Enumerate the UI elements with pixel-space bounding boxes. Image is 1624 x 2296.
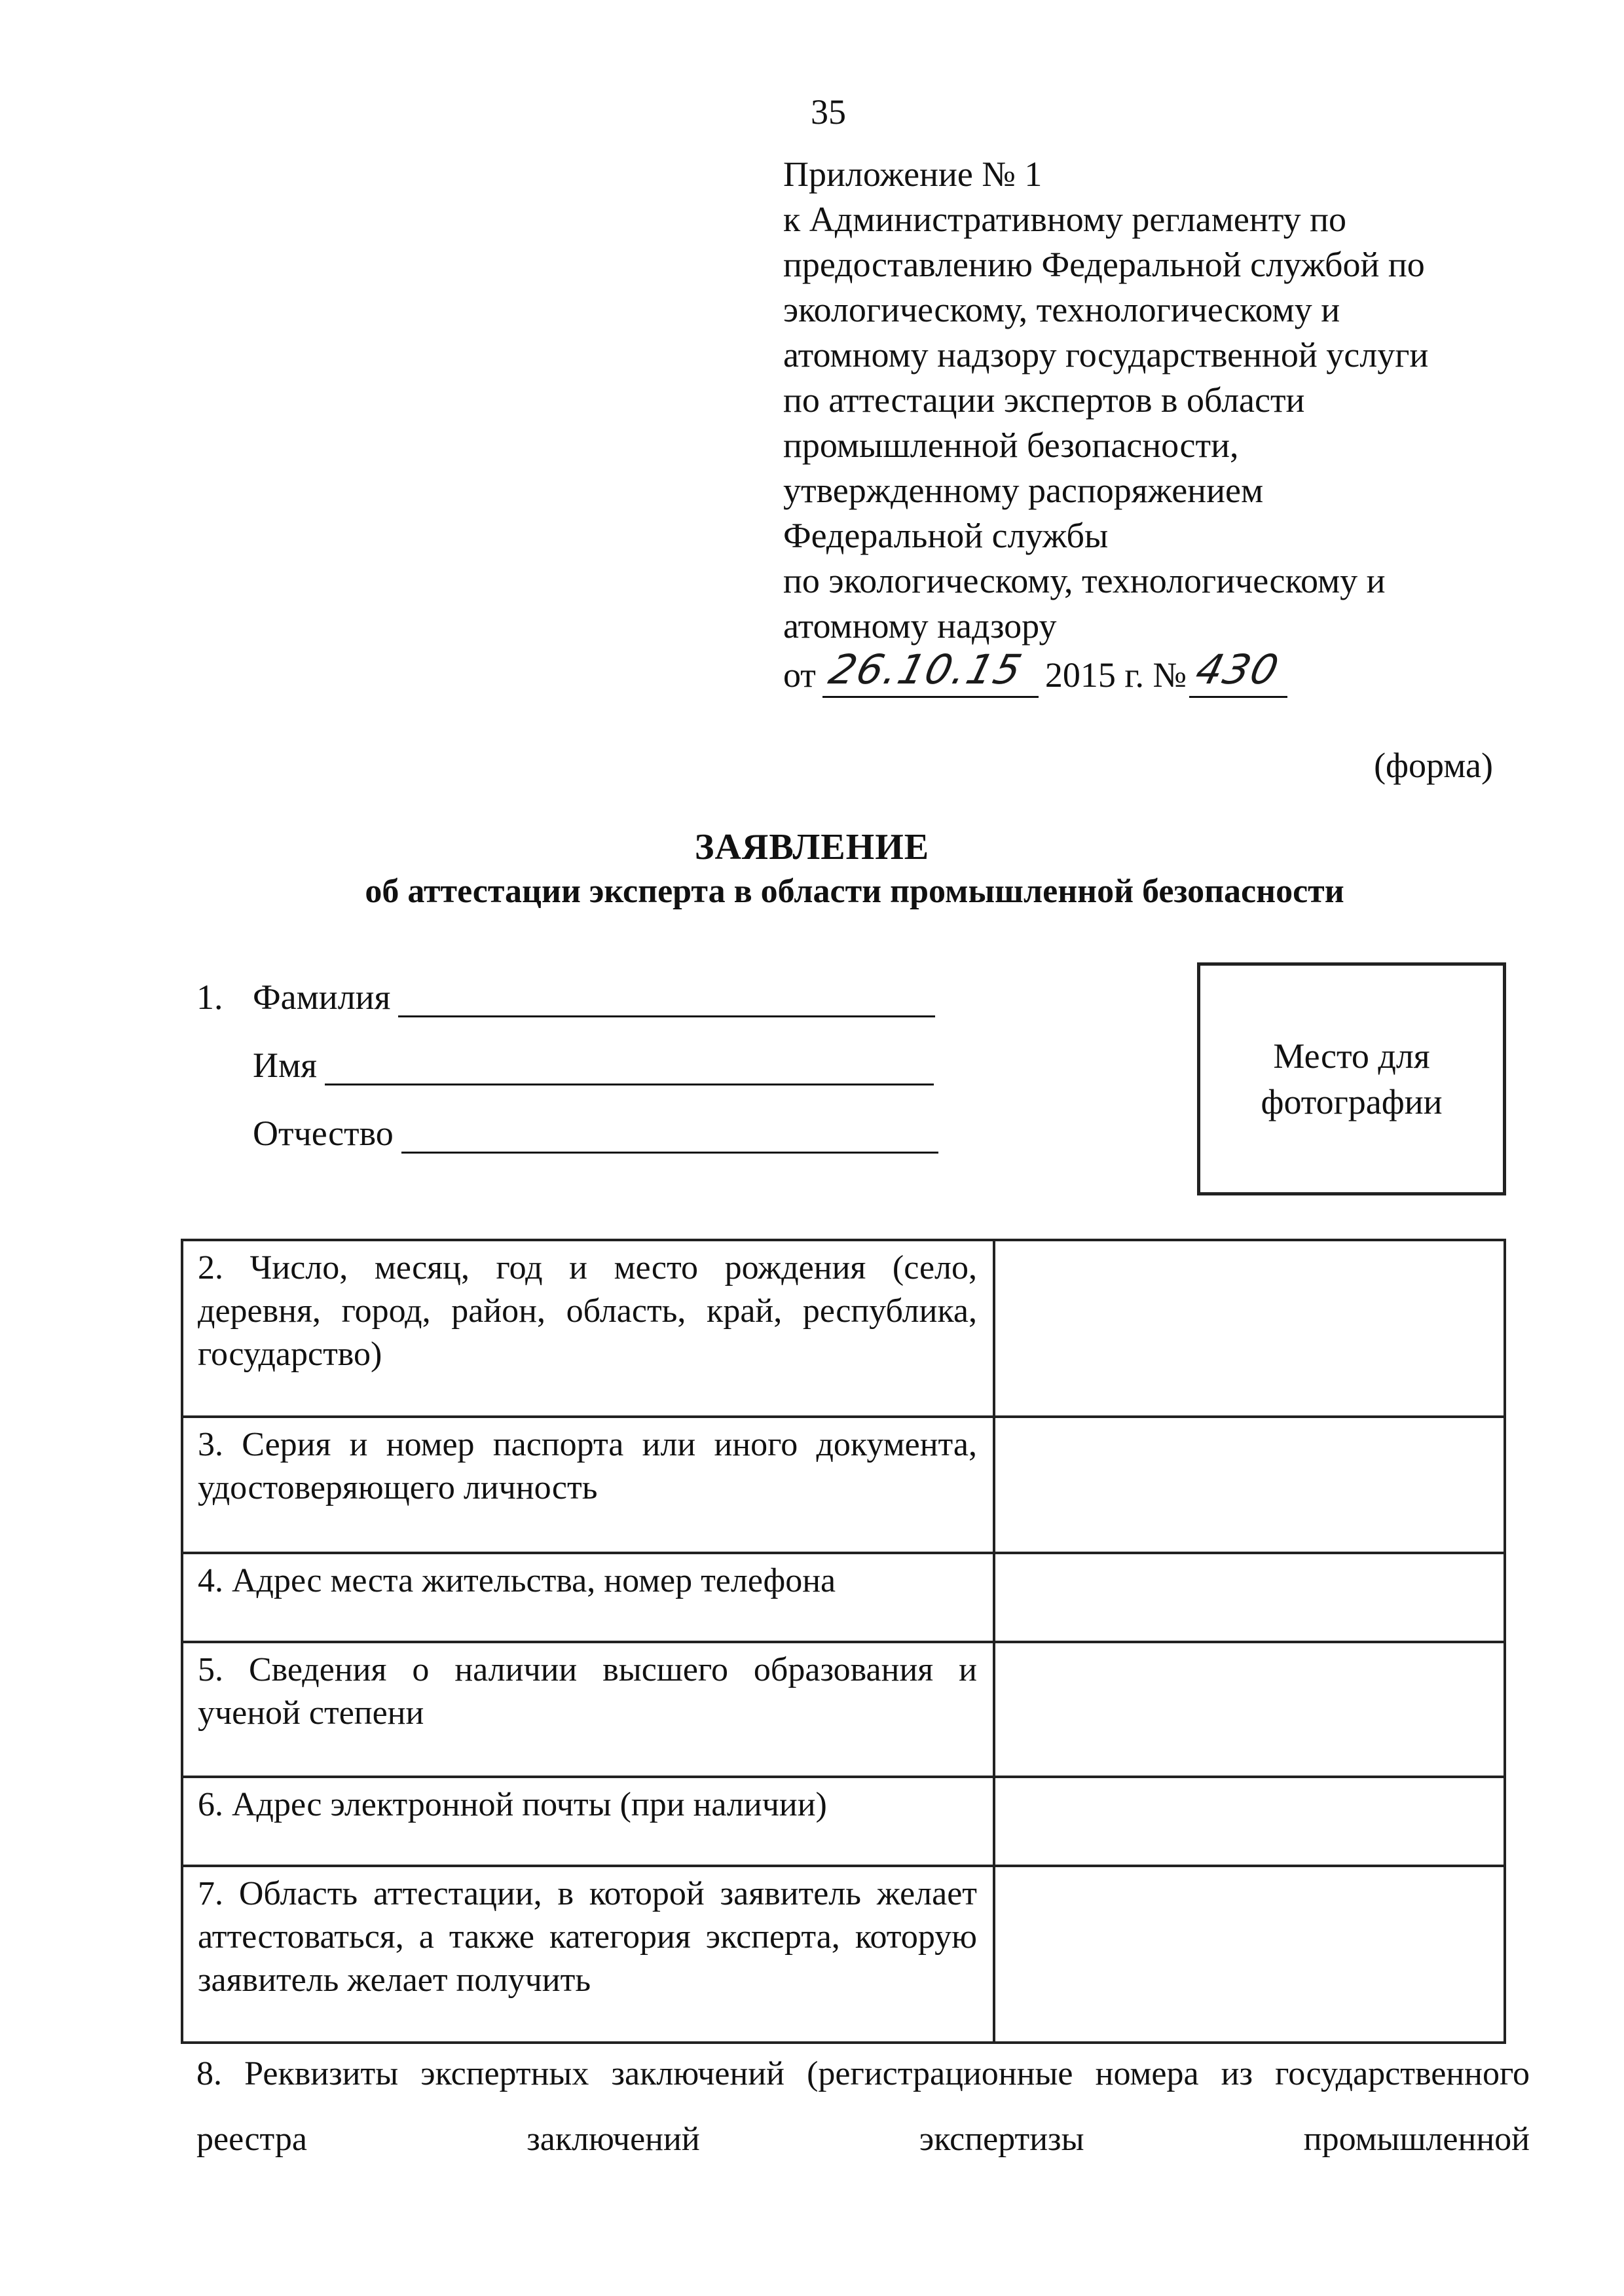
patronymic-row xyxy=(196,1085,938,1154)
appendix-line: промышленной безопасности, xyxy=(783,426,1239,465)
name-fields xyxy=(196,949,938,1154)
photo-label-line: фотографии xyxy=(1261,1082,1443,1121)
appendix-line: утвержденному распоряжением xyxy=(783,471,1264,510)
appendix-line: экологическому, технологическому и xyxy=(783,290,1340,329)
row-label: 6. Адрес электронной почты (при наличии) xyxy=(182,1777,994,1866)
row-label: 4. Адрес места жительства, номер телефона xyxy=(182,1553,994,1642)
name-label: Имя xyxy=(253,1046,318,1085)
row-label: 7. Область аттестации, в которой заявитель желает аттестоваться, а также категория эксперта, которую заявитель желает получить xyxy=(182,1866,994,2043)
approval-date-line xyxy=(783,646,1569,698)
approval-date-field xyxy=(822,646,1039,698)
date-prefix: от xyxy=(783,655,816,695)
name-row xyxy=(196,1017,938,1085)
row-value-cell[interactable] xyxy=(994,1642,1505,1777)
row-value-cell[interactable] xyxy=(994,1866,1505,2043)
row-value-cell[interactable] xyxy=(994,1417,1505,1553)
appendix-line: предоставлению Федеральной службой по xyxy=(783,245,1425,284)
surname-row xyxy=(196,949,938,1017)
row-label: 5. Сведения о наличии высшего образования и ученой степени xyxy=(182,1642,994,1777)
row-label: 3. Серия и номер паспорта или иного документа, удостоверяющего личность xyxy=(182,1417,994,1553)
date-year-label: 2015 г. № xyxy=(1044,655,1187,695)
table-row xyxy=(182,1642,1505,1777)
photo-label-line: Место для xyxy=(1273,1036,1430,1076)
document-subtitle: об аттестации эксперта в области промышленной безопасности xyxy=(365,873,1344,910)
appendix-line: по экологическому, технологическому и xyxy=(783,561,1386,600)
item-number: 1. xyxy=(196,977,223,1017)
form-mark: (форма) xyxy=(1374,746,1493,785)
appendix-line: атомному надзору xyxy=(783,606,1057,646)
row-value-cell[interactable] xyxy=(994,1777,1505,1866)
name-field[interactable] xyxy=(325,1049,934,1085)
appendix-line: к Административному регламенту по xyxy=(783,200,1347,239)
table-row xyxy=(182,1777,1505,1866)
patronymic-label: Отчество xyxy=(253,1114,394,1153)
applicant-info-table xyxy=(181,1239,1506,2044)
row-value-cell[interactable] xyxy=(994,1553,1505,1642)
patronymic-field[interactable] xyxy=(401,1118,938,1154)
appendix-line: Приложение № 1 xyxy=(783,155,1043,194)
handwritten-number: 430 xyxy=(1190,646,1285,693)
table-row xyxy=(182,1240,1505,1417)
surname-label: Фамилия xyxy=(253,977,391,1017)
page-number: 35 xyxy=(811,92,846,132)
photo-placeholder xyxy=(1197,962,1506,1195)
row-label: 2. Число, месяц, год и место рождения (село, деревня, город, район, область, край, республика, государство) xyxy=(182,1240,994,1417)
appendix-line: атомному надзору государственной услуги xyxy=(783,335,1429,374)
row-value-cell[interactable] xyxy=(994,1240,1505,1417)
table-row xyxy=(182,1866,1505,2043)
surname-field[interactable] xyxy=(398,981,935,1017)
appendix-line: по аттестации экспертов в области xyxy=(783,380,1305,420)
handwritten-date: 26.10.15 xyxy=(824,646,1028,693)
approval-number-field xyxy=(1189,646,1287,698)
table-row xyxy=(182,1553,1505,1642)
paragraph-8: 8. Реквизиты экспертных заключений (регистрационные номера из государственного реестра заключений экспертизы промышленной xyxy=(196,2055,1530,2158)
appendix-header xyxy=(783,152,1569,698)
appendix-line: Федеральной службы xyxy=(783,516,1109,555)
table-row xyxy=(182,1417,1505,1553)
document-title: ЗАЯВЛЕНИЕ xyxy=(694,827,930,867)
